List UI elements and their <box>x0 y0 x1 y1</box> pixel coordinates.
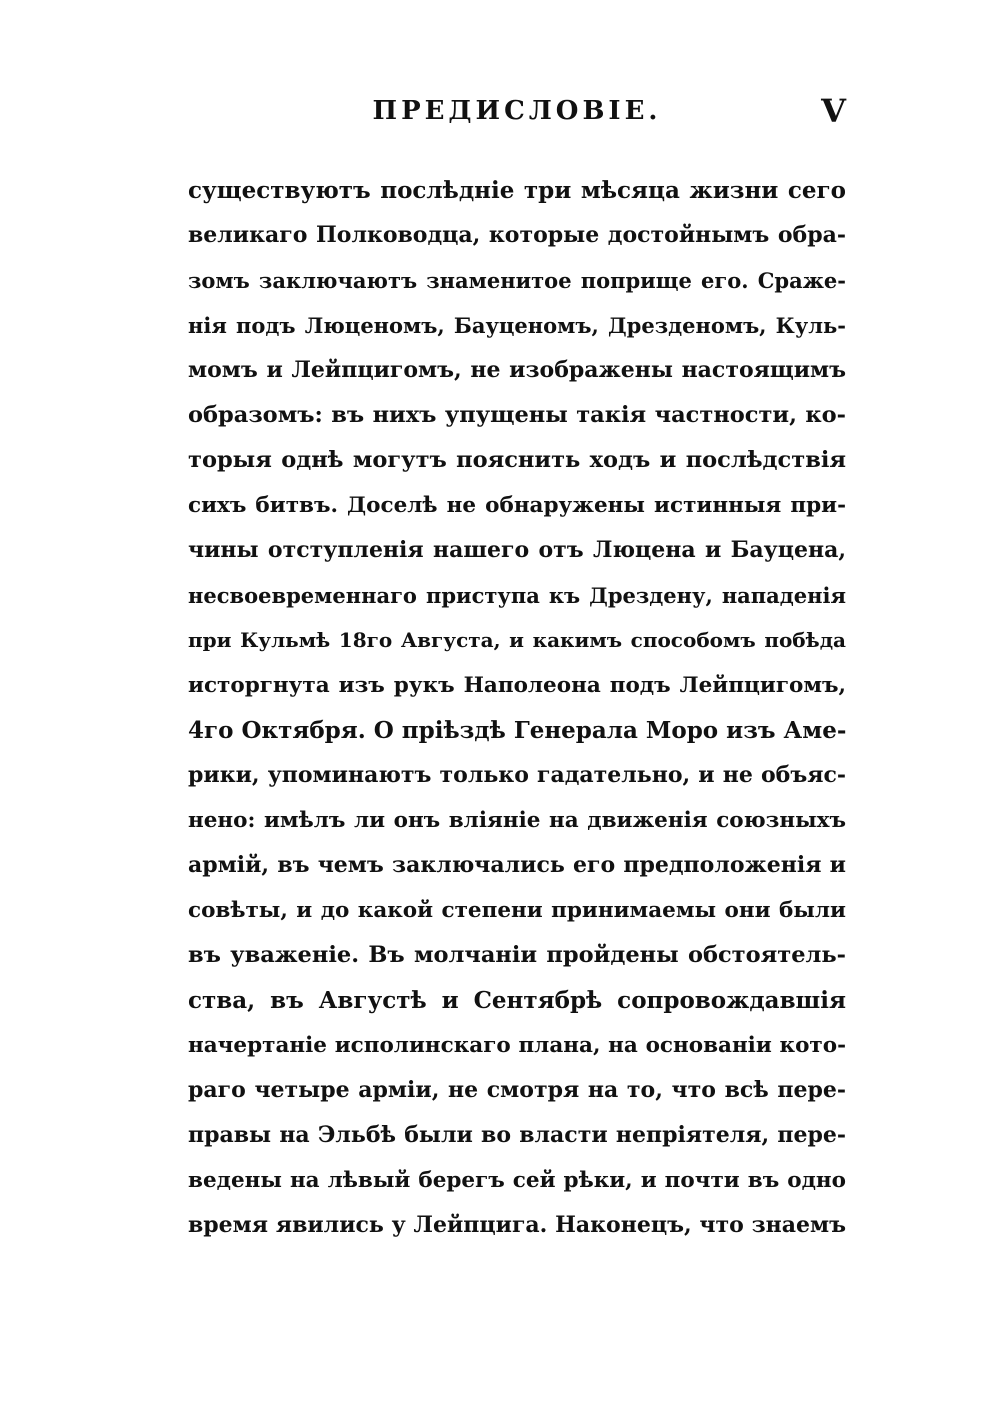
text-line: въ уваженіе. Въ молчаніи пройдены обстоятель- <box>188 942 846 968</box>
page-number: V <box>821 92 846 130</box>
text-line: раго четыре арміи, не смотря на то, что всѣ пере- <box>188 1077 846 1103</box>
body-text <box>188 168 846 1248</box>
text-line: момъ и Лейпцигомъ, не изображены настоящимъ <box>188 357 846 383</box>
text-line: правы на Эльбѣ были во власти непріятеля, пере- <box>188 1122 846 1148</box>
text-line: нія подъ Люценомъ, Бауценомъ, Дрезденомъ, Куль- <box>188 313 846 338</box>
text-line: зомъ заключаютъ знаменитое поприще его. Сраже- <box>188 268 846 293</box>
text-line: совѣты, и до какой степени принимаемы они были <box>188 898 846 923</box>
text-line: время явились у Лейпцига. Наконецъ, что знаемъ <box>188 1212 846 1238</box>
text-line: существуютъ послѣдніе три мѣсяца жизни сего <box>188 177 846 204</box>
text-line: сихъ битвъ. Доселѣ не обнаружены истинныя при- <box>188 493 846 518</box>
text-line: чины отступленія нашего отъ Люцена и Бауцена, <box>188 537 846 563</box>
text-line: ведены на лѣвый берегъ сей рѣки, и почти въ одно <box>188 1168 846 1193</box>
text-line: ства, въ Августѣ и Сентябрѣ сопровождавшія <box>188 987 846 1014</box>
text-line: образомъ: въ нихъ упущены такія частности, ко- <box>188 402 846 428</box>
text-line: великаго Полководца, которые достойнымъ обра- <box>188 222 846 248</box>
text-line: исторгнута изъ рукъ Наполеона подъ Лейпцигомъ, <box>188 673 846 698</box>
running-header <box>188 90 846 140</box>
page-title: ПРЕДИСЛОВІЕ. <box>372 96 662 126</box>
text-line: при Кульмѣ 18го Августа, и какимъ способомъ побѣда <box>188 628 846 652</box>
text-line: несвоевременнаго приступа къ Дрездену, нападенія <box>188 583 846 608</box>
text-line: нено: имѣлъ ли онъ вліяніе на движенія союзныхъ <box>188 808 846 833</box>
text-line: начертаніе исполинскаго плана, на основаніи кото- <box>188 1033 846 1058</box>
text-line: 4го Октября. О пріѣздѣ Генерала Моро изъ Аме- <box>188 717 846 744</box>
text-line: рики, упоминаютъ только гадательно, и не объяс- <box>188 762 846 788</box>
text-line: торыя однѣ могутъ пояснить ходъ и послѣдствія <box>188 447 846 473</box>
text-line: армій, въ чемъ заключались его предположенія и <box>188 852 846 878</box>
